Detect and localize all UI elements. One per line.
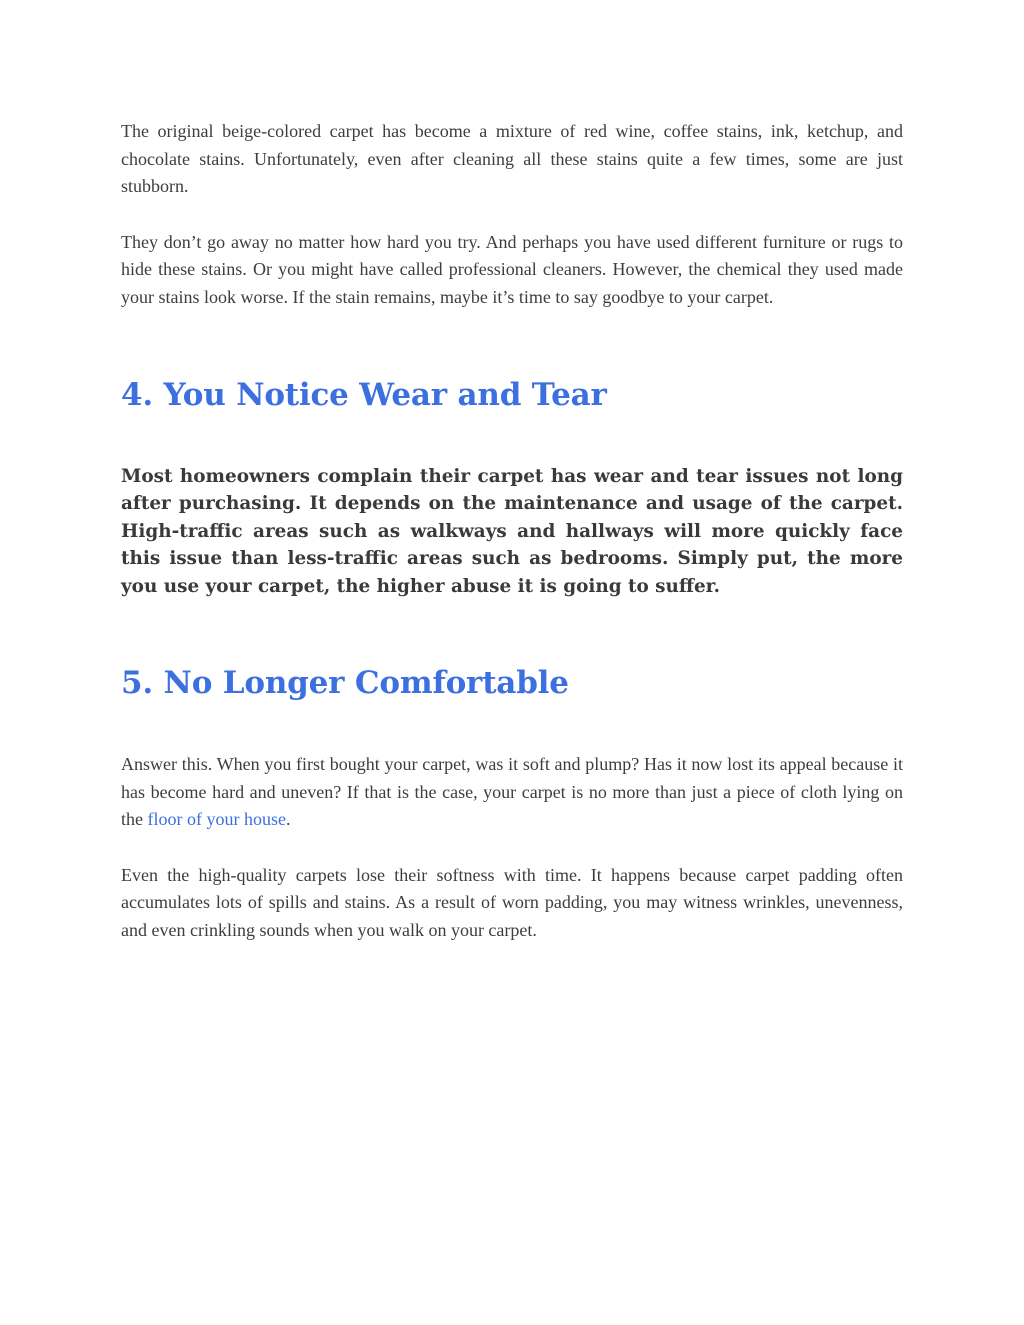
paragraph-stains: The original beige-colored carpet has become a mixture of red wine, coffee stains, ink, ketchup, and chocolate stains. Unfortunately, even after cleaning all these stains quite a few times, some are just stubborn. <box>121 121 903 197</box>
spacer <box>121 312 903 375</box>
paragraph-comfort-end: . <box>285 809 291 830</box>
floor-of-your-house-link[interactable]: floor of your house <box>147 809 286 830</box>
paragraph-padding: Even the high-quality carpets lose their softness with time. It happens because carpet padding often accumulates lots of spills and stains. As a result of worn padding, you may witness wrinkles, unevenness, and even crinkling sounds when you walk on your carpet. <box>121 864 903 941</box>
paragraph-comfort <box>121 751 903 834</box>
paragraph-wear-and-tear: Most homeowners complain their carpet has wear and tear issues not long after purchasing. It depends on the maintenance and usage of the carpet. High-traffic areas such as walkways and hallways will more quickly face this issue than less-traffic areas such as bedrooms. Simply put, the more you use your carpet, the higher abuse it is going to suffer. <box>121 465 903 597</box>
heading-wear-and-tear: 4. You Notice Wear and Tear <box>121 376 607 413</box>
spacer <box>121 703 903 751</box>
spacer <box>121 415 903 463</box>
paragraph-comfort-text: Answer this. When you first bought your carpet, was it soft and plump? Has it now lost its appeal because it has become hard and uneven? If that is the case, your carpet is no more than just a piece of cloth lying on the <box>121 754 903 830</box>
paragraph-stubborn-stains: They don’t go away no matter how hard you try. And perhaps you have used different furniture or rugs to hide these stains. Or you might have called professional cleaners. However, the chemical they used made your stains look worse. If the stain remains, maybe it’s time to say goodbye to your carpet. <box>121 231 903 307</box>
spacer <box>121 834 903 862</box>
heading-no-longer-comfortable: 5. No Longer Comfortable <box>121 665 569 702</box>
spacer <box>121 201 903 229</box>
document-page <box>121 118 903 945</box>
spacer <box>121 600 903 663</box>
